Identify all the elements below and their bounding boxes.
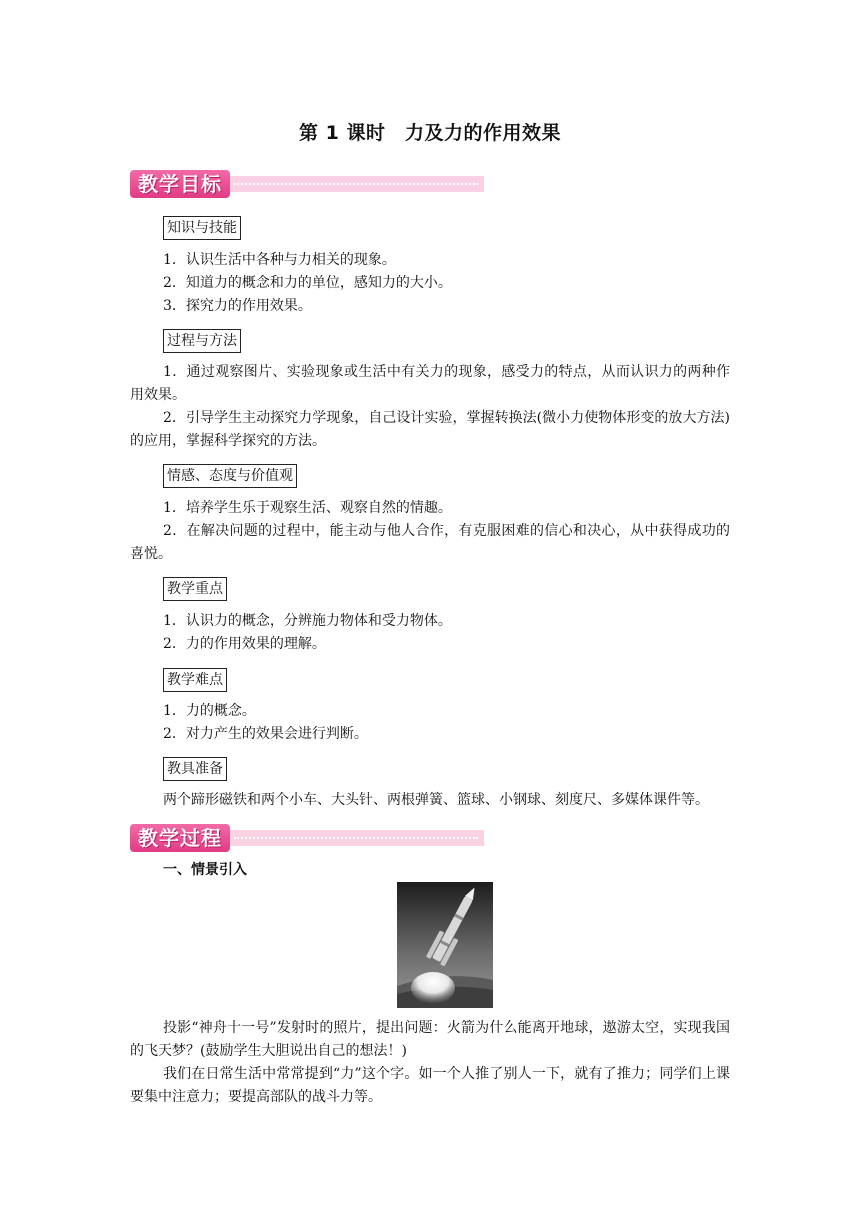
page-title: 第 1 课时 力及力的作用效果 [299,122,561,144]
rocket-launch-photo [397,882,493,1008]
section-label-difficulties: 教学难点 [163,668,227,692]
difficulty-item: 2．对力产生的效果会进行判断。 [163,726,368,742]
process-method-item: 1．通过观察图片、实验现象或生活中有关力的现象，感受力的特点，从而认识力的两种作用效果。 [130,364,730,403]
banner-label: 教学目标 [130,170,230,198]
banner-objectives [130,168,490,200]
banner-label: 教学过程 [130,824,230,852]
banner-process [130,822,490,854]
process-method-item: 2．引导学生主动探究力学现象，自己设计实验，掌握转换法(微小力使物体形变的放大方法)的应用，掌握科学探究的方法。 [130,410,730,449]
banner-dots [234,837,478,839]
section-label-key-points: 教学重点 [163,577,227,601]
emotion-item: 2．在解决问题的过程中，能主动与他人合作，有克服困难的信心和决心，从中获得成功的喜悦。 [130,523,730,562]
section-label-knowledge: 知识与技能 [163,216,241,240]
knowledge-item: 1．认识生活中各种与力相关的现象。 [163,252,396,268]
materials-text: 两个蹄形磁铁和两个小车、大头针、两根弹簧、篮球、小钢球、刻度尺、多媒体课件等。 [163,792,709,808]
banner-dots [234,183,478,185]
section-label-process-method: 过程与方法 [163,329,241,353]
emotion-item: 1．培养学生乐于观察生活、观察自然的情趣。 [163,500,452,516]
section-label-emotion: 情感、态度与价值观 [163,464,297,488]
intro-heading: 一、情景引入 [163,862,247,878]
knowledge-item: 3．探究力的作用效果。 [163,298,312,314]
key-point-item: 2．力的作用效果的理解。 [163,636,326,652]
key-point-item: 1．认识力的概念，分辨施力物体和受力物体。 [163,613,452,629]
difficulty-item: 1．力的概念。 [163,703,256,719]
intro-paragraph: 我们在日常生活中常常提到“力”这个字。如一个人推了别人一下，就有了推力；同学们上课要集中注意力；要提高部队的战斗力等。 [130,1066,730,1105]
intro-paragraph: 投影“神舟十一号”发射时的照片，提出问题：火箭为什么能离开地球，遨游太空，实现我国的飞天梦？(鼓励学生大胆说出自己的想法！) [130,1020,730,1059]
section-label-materials: 教具准备 [163,757,227,781]
knowledge-item: 2．知道力的概念和力的单位，感知力的大小。 [163,275,452,291]
